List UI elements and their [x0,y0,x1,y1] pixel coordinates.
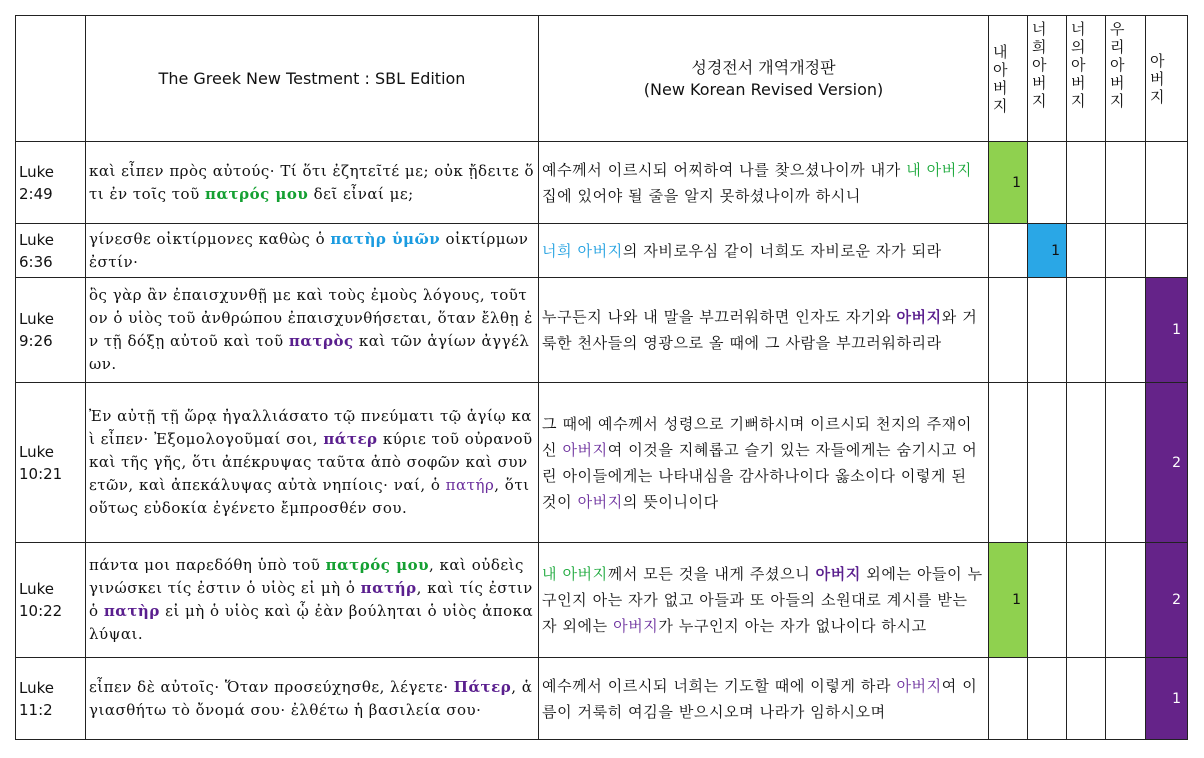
korean-title-line2: (New Korean Revised Version) [643,79,884,99]
korean-highlight: 너희 아버지 [542,241,623,260]
korean-text: 내 아버지께서 모든 것을 내게 주셨으니 아버지 외에는 아들이 누구인지 아는 자가 없고 아들과 또 아들의 소원대로 계시를 받는 자 외에는 아버지가 누구인지 아는 자가 없나이다 하시고 [539,543,989,658]
verse-ref: Luke 9:26 [16,278,86,383]
table-row [16,658,1188,740]
verse-ref: Luke 11:2 [16,658,86,740]
greek-highlight: πάτερ [323,430,378,448]
greek-text: καὶ εἶπεν πρὸς αὐτούς· Τί ὅτι ἐζητεῖτέ με; οὐκ ᾔδειτε ὅτι ἐν τοῖς τοῦ πατρός μου δεῖ εἶναί με; [86,142,539,224]
greek-text: ὃς γὰρ ἂν ἐπαισχυνθῇ με καὶ τοὺς ἐμοὺς λόγους, τοῦτον ὁ υἱὸς τοῦ ἀνθρώπου ἐπαισχυνθήσεται, ὅταν ἔλθῃ ἐν τῇ δόξῃ αὐτοῦ καὶ τοῦ πατρὸς καὶ τῶν ἁγίων ἀγγέλων. [86,278,539,383]
korean-text: 그 때에 예수께서 성령으로 기뻐하시며 이르시되 천지의 주재이신 아버지여 이것을 지혜롭고 슬기 있는 자들에게는 숨기시고 어린 아이들에게는 나타내심을 감사하나이다 옳소이다 이렇게 된 것이 아버지의 뜻이니이다 [539,383,989,543]
korean-highlight: 아버지 [577,492,623,511]
count-his-father [1067,224,1106,278]
count-my-father [989,224,1028,278]
count-his-father [1067,278,1106,383]
table-row [16,278,1188,383]
verse-ref: Luke 10:22 [16,543,86,658]
korean-highlight: 내 아버지 [906,160,972,179]
count-your-father [1028,278,1067,383]
korean-highlight: 아버지 [562,440,608,459]
count-father [1146,142,1188,224]
count-our-father [1106,278,1146,383]
greek-highlight: πατρὸς [288,332,354,350]
greek-highlight: πατὴρ ὑμῶν [330,229,441,248]
count-your-father [1028,142,1067,224]
korean-text: 예수께서 이르시되 어찌하여 나를 찾으셨나이까 내가 내 아버지 집에 있어야 될 줄을 알지 못하셨나이까 하시니 [539,142,989,224]
verse-ref: Luke 10:21 [16,383,86,543]
greek-highlight: πατρός μου [204,184,309,203]
count-your-father: 1 [1028,224,1067,278]
count-my-father [989,658,1028,740]
greek-highlight: πατήρ [360,579,417,597]
count-father: 1 [1146,278,1188,383]
verse-ref: Luke 2:49 [16,142,86,224]
count-his-father [1067,383,1106,543]
count-father: 2 [1146,543,1188,658]
count-his-father [1067,658,1106,740]
korean-highlight: 아버지 [613,617,659,635]
greek-text: εἶπεν δὲ αὐτοῖς· Ὅταν προσεύχησθε, λέγετε· Πάτερ, ἁγιασθήτω τὸ ὄνομά σου· ἐλθέτω ἡ βασιλεία σου· [86,658,539,740]
greek-highlight: πατρός μου [325,556,429,574]
greek-title: The Greek New Testment : SBL Edition [158,68,466,88]
count-your-father [1028,383,1067,543]
col-your-father-header: 너희아버지 [1028,16,1067,142]
comparison-table [15,15,1188,740]
count-our-father [1106,142,1146,224]
col-my-father-header: 내아버지 [989,16,1028,142]
korean-highlight: 아버지 [896,308,942,326]
count-our-father [1106,383,1146,543]
verse-ref: Luke 6:36 [16,224,86,278]
ref-header [16,16,86,142]
count-our-father [1106,224,1146,278]
table-row [16,142,1188,224]
col-father-header: 아버지 [1146,16,1188,142]
count-my-father [989,383,1028,543]
count-father [1146,224,1188,278]
greek-highlight: πατήρ [445,476,495,494]
table-row [16,543,1188,658]
greek-text: πάντα μοι παρεδόθη ὑπὸ τοῦ πατρός μου, καὶ οὐδεὶς γινώσκει τίς ἐστιν ὁ υἱὸς εἰ μὴ ὁ πατήρ, καὶ τίς ἐστιν ὁ πατὴρ εἰ μὴ ὁ υἱὸς καὶ ᾧ ἐὰν βούληται ὁ υἱὸς ἀποκαλύψαι. [86,543,539,658]
korean-text: 너희 아버지의 자비로우심 같이 너희도 자비로운 자가 되라 [539,224,989,278]
count-his-father [1067,543,1106,658]
col-our-father-header: 우리아버지 [1106,16,1146,142]
greek-highlight: Πάτερ [453,677,512,696]
col-his-father-header: 너의아버지 [1067,16,1106,142]
count-our-father [1106,658,1146,740]
count-father: 2 [1146,383,1188,543]
greek-header [86,16,539,142]
count-my-father: 1 [989,543,1028,658]
table-row [16,224,1188,278]
korean-header [539,16,989,142]
korean-highlight: 아버지 [896,676,942,695]
greek-highlight: πατὴρ [103,602,160,620]
count-my-father [989,278,1028,383]
korean-text: 누구든지 나와 내 말을 부끄러워하면 인자도 자기와 아버지와 거룩한 천사들의 영광으로 올 때에 그 사람을 부끄러워하리라 [539,278,989,383]
korean-highlight: 아버지 [815,565,861,583]
greek-text: γίνεσθε οἰκτίρμονες καθὼς ὁ πατὴρ ὑμῶν οἰκτίρμων ἐστίν· [86,224,539,278]
table-row [16,383,1188,543]
header-row [16,16,1188,142]
greek-text: Ἐν αὐτῇ τῇ ὥρᾳ ἠγαλλιάσατο τῷ πνεύματι τῷ ἁγίῳ καὶ εἶπεν· Ἐξομολογοῦμαί σοι, πάτερ κύριε τοῦ οὐρανοῦ καὶ τῆς γῆς, ὅτι ἀπέκρυψας ταῦτα ἀπὸ σοφῶν καὶ συνετῶν, καὶ ἀπεκάλυψας αὐτὰ νηπίοις· ναί, ὁ πατήρ, ὅτι οὕτως εὐδοκία ἐγένετο ἔμπροσθέν σου. [86,383,539,543]
korean-title-line1: 성경전서 개역개정판 [691,57,836,77]
count-his-father [1067,142,1106,224]
count-your-father [1028,543,1067,658]
korean-highlight: 내 아버지 [542,565,608,583]
korean-text: 예수께서 이르시되 너희는 기도할 때에 이렇게 하라 아버지여 이름이 거룩히 여김을 받으시오며 나라가 임하시오며 [539,658,989,740]
count-your-father [1028,658,1067,740]
count-our-father [1106,543,1146,658]
count-father: 1 [1146,658,1188,740]
count-my-father: 1 [989,142,1028,224]
